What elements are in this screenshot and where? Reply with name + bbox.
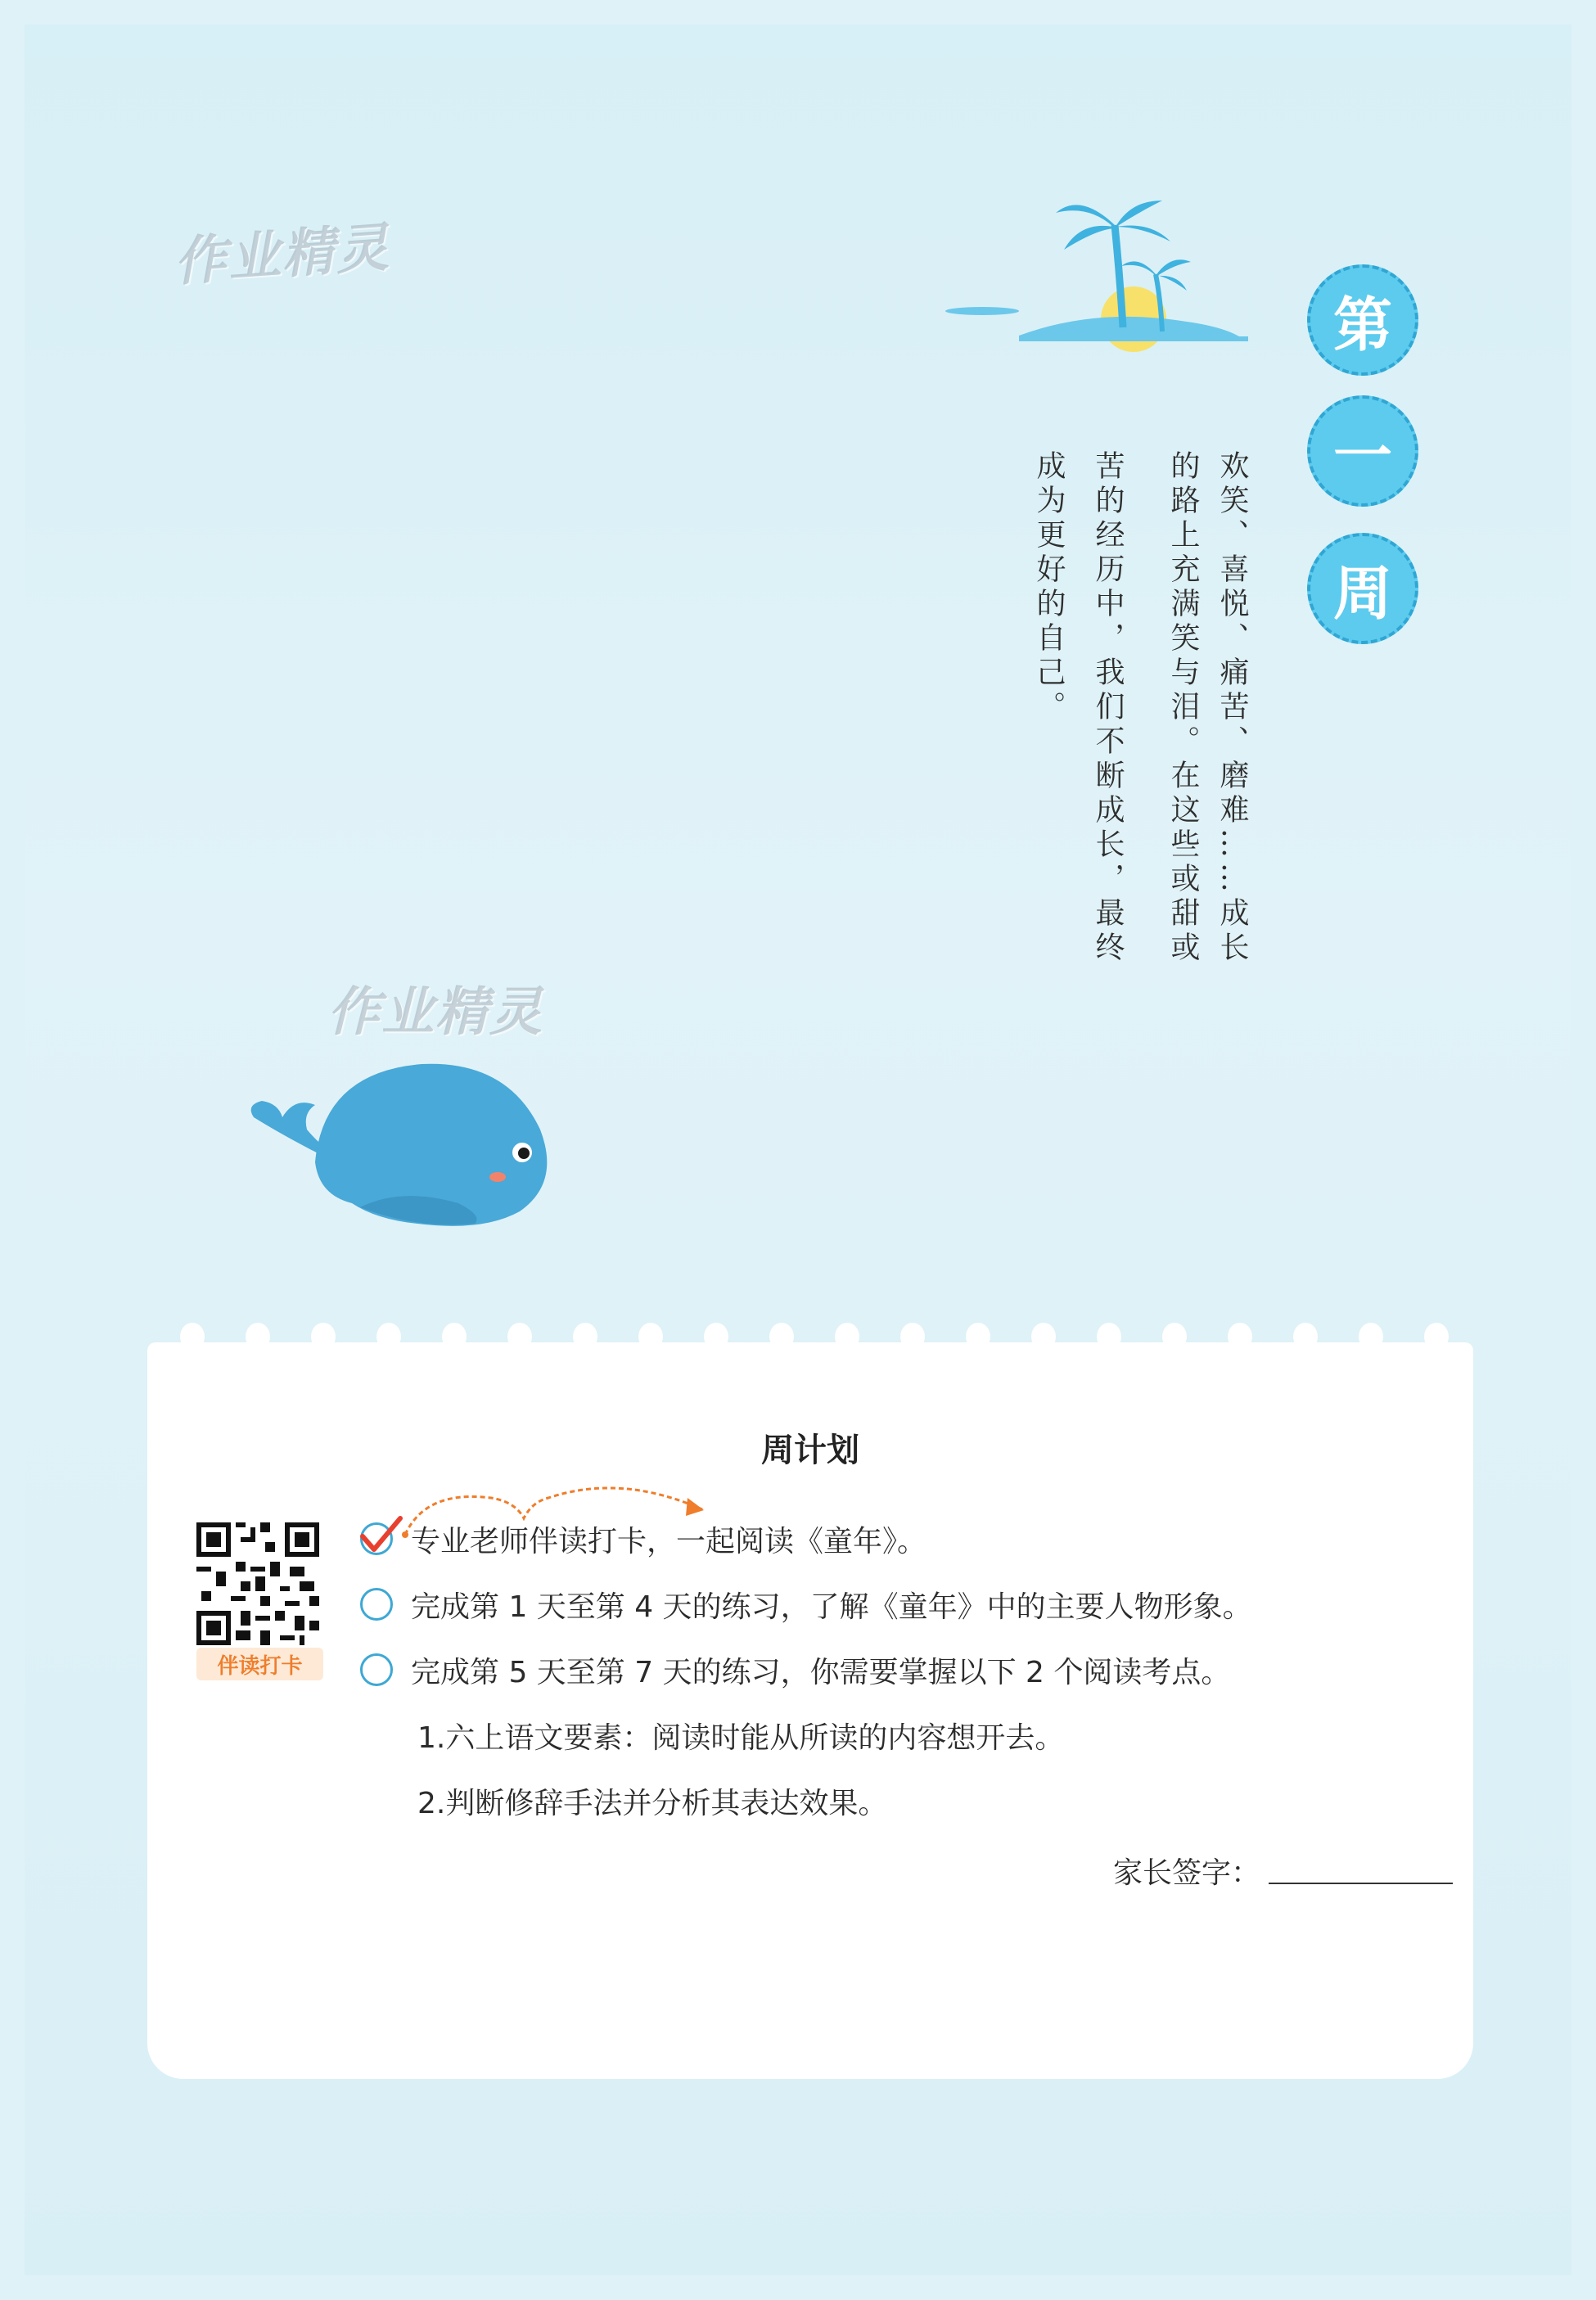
card-tab bbox=[704, 1323, 728, 1351]
reading-point-2: 2.判断修辞手法并分析其表达效果。 bbox=[417, 1786, 888, 1820]
week-title-char-3: 周 bbox=[1307, 533, 1418, 644]
card-tab bbox=[1162, 1323, 1187, 1351]
signature-label: 家长签字： bbox=[1113, 1856, 1261, 1890]
plan-item-3[interactable] bbox=[360, 1645, 1230, 1694]
card-tab bbox=[638, 1323, 663, 1351]
parent-signature bbox=[1113, 1846, 1453, 1895]
card-tab bbox=[573, 1323, 597, 1351]
whale-illustration bbox=[237, 1040, 589, 1244]
plan-item-2[interactable] bbox=[360, 1580, 1252, 1629]
palm-island-illustration bbox=[941, 176, 1252, 356]
reading-point-1: 1.六上语文要素：阅读时能从所读的内容想开去。 bbox=[417, 1720, 1065, 1755]
watermark-middle: 作业精灵 bbox=[327, 982, 543, 1043]
card-tab bbox=[1097, 1323, 1121, 1351]
card-tab bbox=[376, 1323, 401, 1351]
qr-label: 伴读打卡 bbox=[196, 1648, 323, 1680]
card-tab bbox=[900, 1323, 925, 1351]
card-tab bbox=[442, 1323, 467, 1351]
intro-text-column-3: 苦的经历中，我们不断成长，最终 bbox=[1091, 450, 1125, 966]
card-tab bbox=[246, 1323, 270, 1351]
qr-code-icon[interactable] bbox=[196, 1522, 319, 1645]
plan-title: 周计划 bbox=[761, 1432, 859, 1469]
signature-field[interactable] bbox=[1269, 1856, 1453, 1884]
card-tab bbox=[1424, 1323, 1449, 1351]
intro-text-column-2: 的路上充满笑与泪。在这些或甜或 bbox=[1166, 450, 1200, 966]
plan-item-text: 完成第 5 天至第 7 天的练习，你需要掌握以下 2 个阅读考点。 bbox=[411, 1655, 1231, 1689]
card-tab bbox=[180, 1323, 205, 1351]
checkbox-icon[interactable] bbox=[360, 1653, 393, 1686]
card-tab bbox=[966, 1323, 990, 1351]
checkbox-icon[interactable] bbox=[360, 1588, 393, 1621]
plan-item-text: 完成第 1 天至第 4 天的练习，了解《童年》中的主要人物形象。 bbox=[411, 1590, 1252, 1624]
watermark-top: 作业精灵 bbox=[172, 217, 392, 294]
card-tab bbox=[1359, 1323, 1383, 1351]
card-tab bbox=[1031, 1323, 1056, 1351]
card-tab bbox=[507, 1323, 532, 1351]
intro-text-column-1: 欢笑、喜悦、痛苦、磨难……成长 bbox=[1215, 450, 1249, 966]
intro-text-column-4: 成为更好的自己。 bbox=[1032, 450, 1066, 725]
card-tab bbox=[1293, 1323, 1318, 1351]
card-tab bbox=[1228, 1323, 1252, 1351]
plan-item-1[interactable] bbox=[360, 1514, 926, 1563]
week-title-char-1: 第 bbox=[1307, 264, 1418, 376]
week-title-char-2: 一 bbox=[1307, 395, 1418, 507]
plan-item-text: 专业老师伴读打卡，一起阅读《童年》。 bbox=[411, 1524, 927, 1558]
card-tab bbox=[835, 1323, 859, 1351]
card-tab bbox=[311, 1323, 336, 1351]
checkbox-checked-icon[interactable] bbox=[360, 1522, 393, 1555]
card-tab bbox=[769, 1323, 794, 1351]
